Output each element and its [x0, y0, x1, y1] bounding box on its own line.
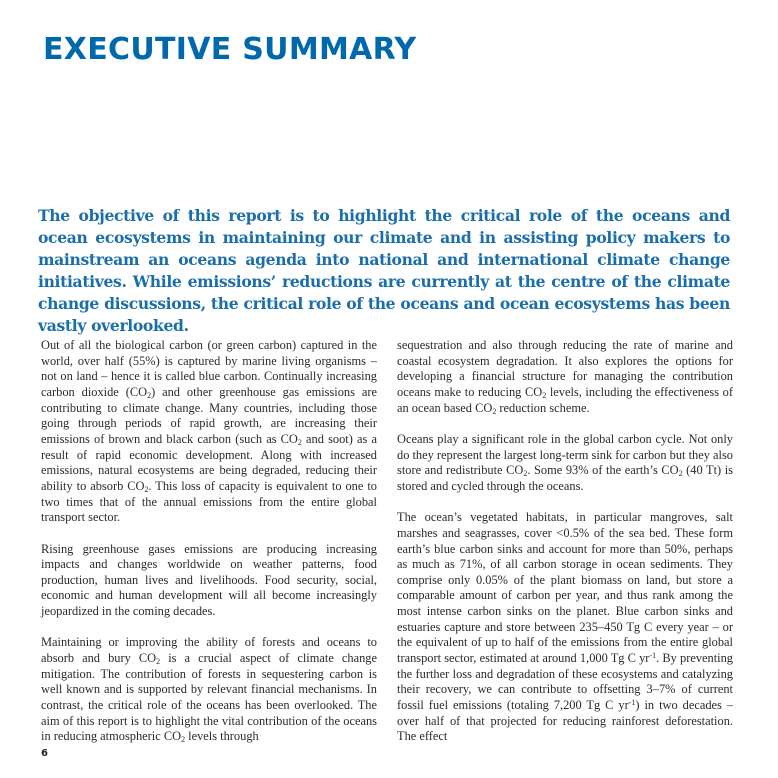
right-column: [397, 338, 733, 761]
body-paragraph-4: sequestration and also through reducing the rate of marine and coastal ecosystem degradation. It also explores the options for developing a financial structure for managing the contribution oceans make to reducing $CO_2$ levels, including the effectiveness of an ocean based $CO_2$ reduction scheme.: [397, 338, 733, 416]
lead-paragraph: The objective of this report is to highlight the critical role of the oceans and ocean ecosystems in maintaining our climate and in assisting policy makers to mainstream an oceans agenda into national and international climate change initiatives. While emissions’ reductions are currently at the centre of the climate change discussions, the critical role of the oceans and ocean ecosystems has been vastly overlooked.: [38, 206, 730, 335]
body-paragraph-3: Maintaining or improving the ability of forests and oceans to absorb and bury $CO_2$ is a crucial aspect of climate change mitigation. The contribution of forests in sequestering carbon is well known and is supported by relevant financial mechanisms. In contrast, the critical role of the oceans has been overlooked. The aim of this report is to highlight the vital contribution of the oceans in reducing atmospheric $CO_2$ levels through: [41, 635, 377, 745]
body-paragraph-5: Oceans play a significant role in the global carbon cycle. Not only do they represent the largest long-term sink for carbon but they also store and redistribute $CO_2$. Some 93% of the earth’s $CO_2$ (40 Tt) is stored and cycled through the oceans.: [397, 431, 733, 493]
page-number: 6: [41, 748, 48, 759]
left-column: [41, 338, 377, 761]
page-title: EXECUTIVE SUMMARY: [43, 32, 417, 67]
body-paragraph-2: Rising greenhouse gases emissions are producing increasing impacts and changes worldwide on weather patterns, food production, human lives and livelihoods. Food security, social, economic and human development will all become increasingly jeopardized in the coming decades.: [41, 541, 377, 619]
body-paragraph-6: The ocean’s vegetated habitats, in particular mangroves, salt marshes and seagrasses, cover <0.5% of the sea bed. These form earth’s blue carbon sinks and account for more than 50%, perhaps as much as 71%, of all carbon storage in ocean sediments. They comprise only 0.05% of the plant biomass on land, but store a comparable amount of carbon per year, and thus rank among the most intense carbon sinks on the planet. Blue carbon sinks and estuaries capture and store between 235–450 Tg C every year – or the equivalent of up to half of the emissions from the entire global transport sector, estimated at around 1,000 Tg C $yr^{-1}$. By preventing the further loss and degradation of these ecosystems and catalyzing their recovery, we can contribute to offsetting 3–7% of current fossil fuel emissions (totaling 7,200 Tg C $yr^{-1}$) in two decades – over half of that projected for reducing rainforest deforestation. The effect: [397, 510, 733, 744]
body-paragraph-1: Out of all the biological carbon (or green carbon) captured in the world, over half (55%) is captured by marine living organisms – not on land – hence it is called blue carbon. Continually increasing carbon dioxide $(CO_2)$ and other greenhouse gas emissions are contributing to climate change. Many countries, including those going through periods of rapid growth, are increasing their emissions of brown and black carbon (such as $CO_2$ and soot) as a result of rapid economic development. Along with increased emissions, natural ecosystems are being degraded, reducing their ability to absorb $CO_2$. This loss of capacity is equivalent to one to two times that of the annual emissions from the entire global transport sector.: [41, 338, 377, 525]
